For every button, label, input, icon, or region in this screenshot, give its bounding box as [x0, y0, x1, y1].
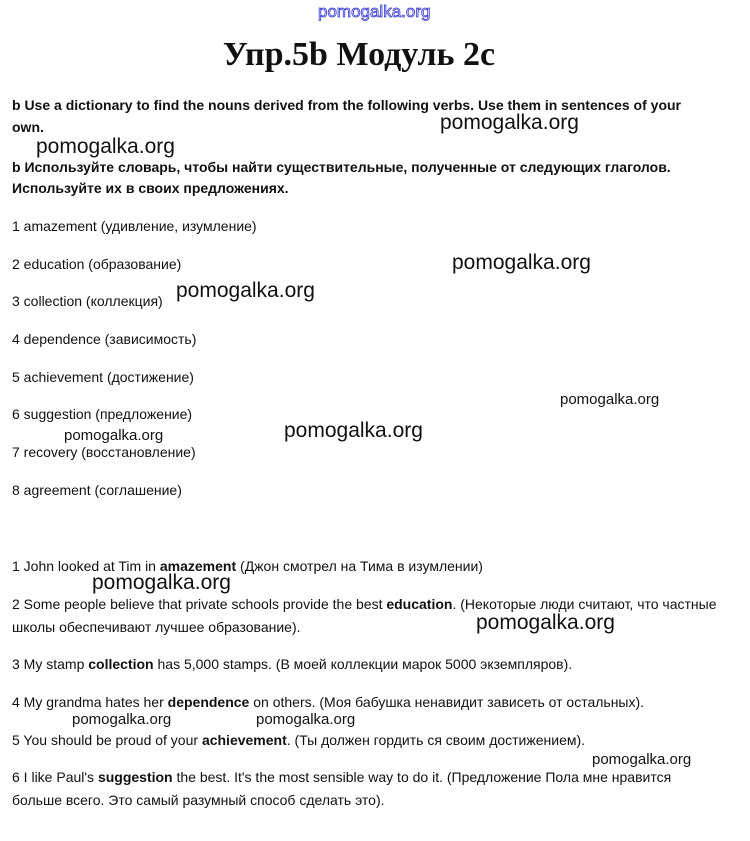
- watermark: pomogalka.org: [592, 751, 692, 768]
- watermark: pomogalka.org: [256, 711, 356, 728]
- noun-item: 4 dependence (зависимость): [12, 331, 197, 347]
- watermark: pomogalka.org: [440, 111, 579, 134]
- instruction-ru-line1: b Используйте словарь, чтобы найти существительные, полученные от следующих глаголов.: [12, 159, 671, 175]
- page-title: Упр.5b Модуль 2c: [222, 36, 496, 73]
- watermark: pomogalka.org: [36, 135, 175, 158]
- example-sentence: 4 My grandma hates her dependence on others. (Моя бабушка ненавидит зависеть от остальных).: [12, 694, 645, 710]
- noun-item: 2 education (образование): [12, 256, 182, 272]
- example-sentence: 3 My stamp collection has 5,000 stamps. (В моей коллекции марок 5000 экземпляров).: [12, 656, 573, 672]
- watermark: pomogalka.org: [284, 419, 423, 442]
- instruction-ru-line2: Используйте их в своих предложениях.: [12, 180, 289, 196]
- watermark: pomogalka.org: [476, 611, 615, 634]
- example-sentence: 2 Some people believe that private schools provide the best education. (Некоторые люди считают, что частные школы обеспечивают лучшее образование).: [12, 596, 717, 635]
- watermark-top: pomogalka.org: [318, 2, 431, 21]
- watermark: pomogalka.org: [72, 711, 172, 728]
- example-sentence: 1 John looked at Tim in amazement (Джон смотрел на Тима в изумлении): [12, 558, 483, 574]
- watermark: pomogalka.org: [452, 251, 591, 274]
- watermark: pomogalka.org: [92, 571, 231, 594]
- noun-item: 7 recovery (восстановление): [12, 444, 196, 460]
- noun-item: 5 achievement (достижение): [12, 369, 194, 385]
- instruction-en-line2: own.: [12, 119, 44, 135]
- watermark: pomogalka.org: [64, 427, 164, 444]
- noun-item: 1 amazement (удивление, изумление): [12, 218, 257, 234]
- example-sentence: 6 I like Paul's suggestion the best. It's the most sensible way to do it. (Предложение Пола мне нравится больше всего. Это самый разумный способ сделать это).: [12, 769, 672, 808]
- watermark: pomogalka.org: [176, 279, 315, 302]
- example-sentence: 5 You should be proud of your achievement. (Ты должен гордить ся своим достижением).: [12, 732, 586, 748]
- noun-item: 3 collection (коллекция): [12, 293, 163, 309]
- watermark: pomogalka.org: [560, 391, 660, 408]
- instruction-en-line1: b Use a dictionary to find the nouns derived from the following verbs. Use them in sentences of your: [12, 97, 681, 113]
- noun-item: 8 agreement (соглашение): [12, 482, 182, 498]
- noun-item: 6 suggestion (предложение): [12, 406, 193, 422]
